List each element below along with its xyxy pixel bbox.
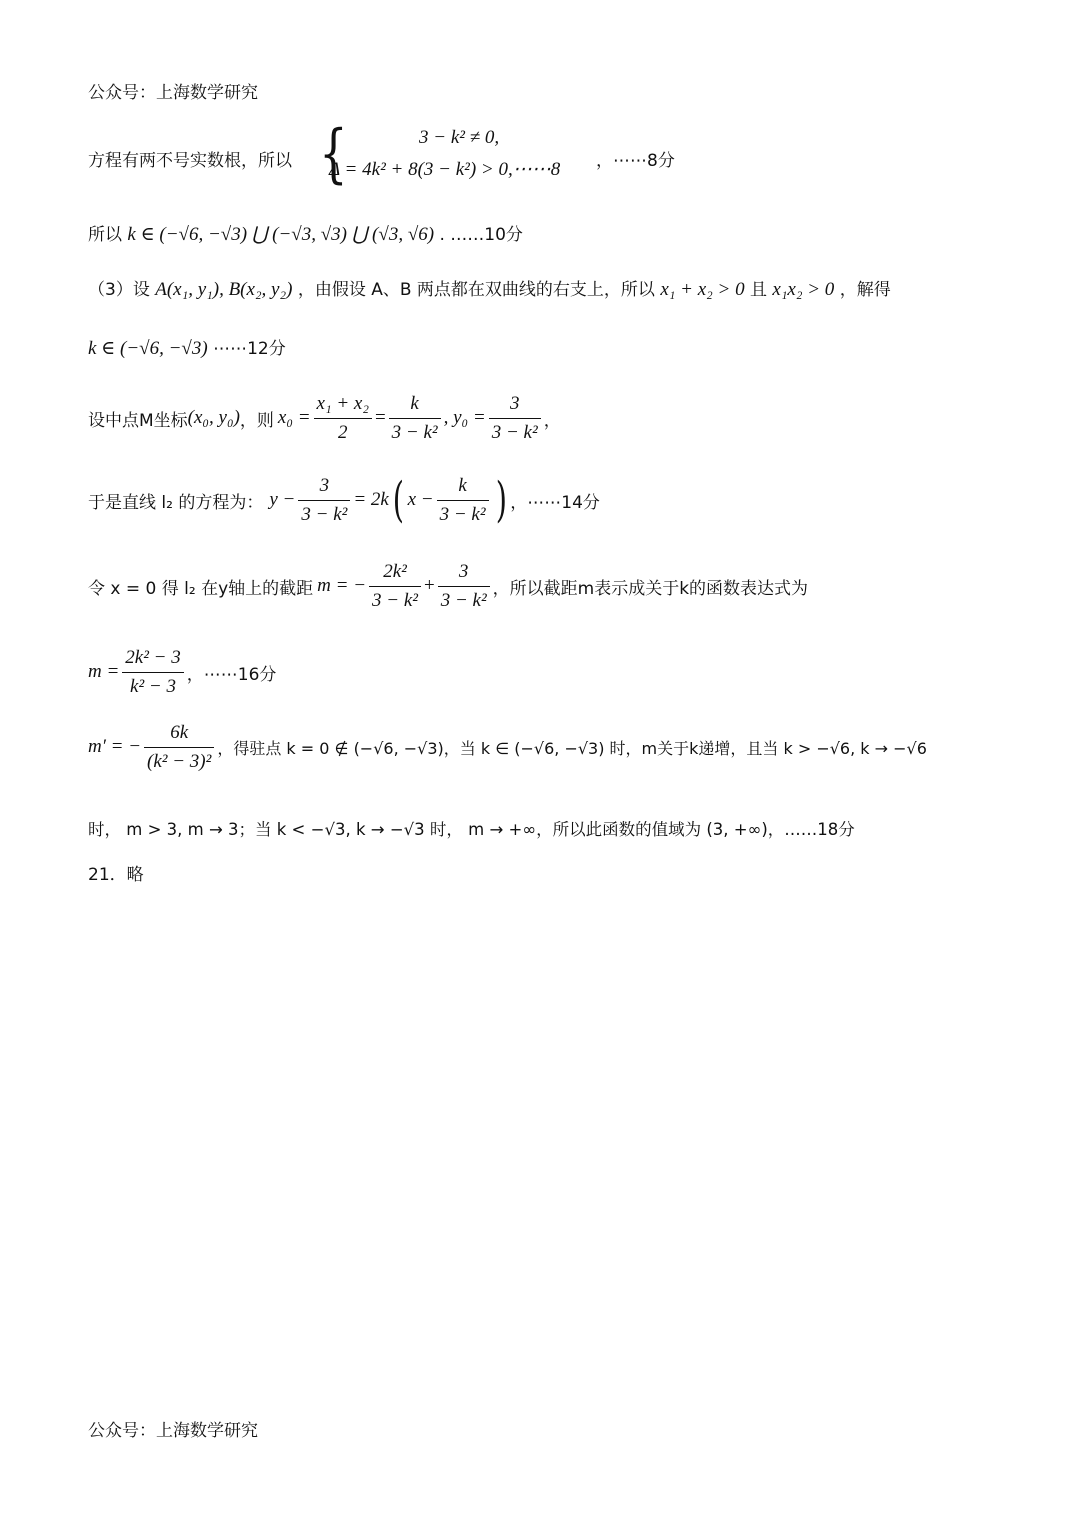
math-expression: (x₀, y₀): [187, 407, 240, 428]
numerator: x₁ + x₂: [314, 390, 372, 419]
numerator: 3: [438, 558, 490, 587]
text: ，则: [239, 410, 274, 431]
numerator: 3: [489, 390, 541, 419]
math-expression: A(x₁, y₁), B(x₂, y₂): [155, 279, 293, 300]
denominator: 3 − k²: [491, 421, 538, 443]
solution-line-value-range: 时， m > 3, m → 3；当 k < −√3, k → −√3 时， m → +∞，所以此函数的值域为 (3, +∞)，……18分: [88, 820, 855, 839]
solution-line-l2-equation: [88, 470, 1020, 530]
text: 令 x = 0 得 l₂ 在y轴上的截距: [88, 578, 314, 599]
page-footer: 公众号：上海数学研究: [88, 1421, 258, 1441]
fraction: [144, 719, 214, 776]
math-expression: x −: [407, 489, 434, 510]
text: 于是直线 l₂ 的方程为：: [88, 492, 264, 513]
fraction: [369, 558, 421, 615]
text: 所以: [88, 225, 122, 245]
numerator: k: [389, 390, 441, 419]
numerator: 2k² − 3: [122, 644, 183, 673]
solution-line-range: [88, 220, 1020, 246]
solution-line-discriminant: [88, 117, 1020, 194]
denominator: 3 − k²: [440, 589, 487, 611]
denominator: 3 − k²: [391, 421, 438, 443]
math-expression: m = −: [317, 575, 367, 596]
text: 且: [749, 280, 767, 300]
solution-line-part3: [88, 275, 1020, 301]
left-paren: (: [392, 472, 404, 528]
fraction: [122, 644, 183, 701]
text: ，得驻点 k = 0 ∉ (−√6, −√3)，当 k ∈ (−√6, −√3) 时，m关于k递增，且当 k > −√6, k → −√6: [217, 738, 927, 758]
math-expression: = 2k: [353, 489, 389, 510]
fraction: [437, 472, 489, 529]
fraction: [389, 390, 441, 447]
problem-21-answer: 21．略: [88, 865, 144, 885]
equation-system: [313, 117, 561, 191]
text: 方程有两不号实数根，所以: [88, 151, 292, 171]
math-expression: k ∈ (−√6, −√3): [88, 338, 208, 359]
denominator: 3 − k²: [301, 503, 348, 525]
text: ，解得: [839, 280, 891, 300]
text: ，所以截距m表示成关于k的函数表达式为: [492, 578, 809, 599]
math-expression: x₁ + x₂ > 0: [660, 279, 745, 300]
plus-sign: +: [423, 575, 435, 596]
denominator: 2: [337, 421, 348, 443]
math-expression: m′ = −: [88, 736, 142, 757]
text: ，: [543, 410, 561, 431]
numerator: 2k²: [369, 558, 421, 587]
fraction: [438, 558, 490, 615]
denominator: (k² − 3)²: [147, 750, 212, 772]
math-expression: y −: [269, 489, 296, 510]
system-row-1: 3 − k² ≠ 0,: [419, 127, 500, 148]
right-paren: ): [495, 472, 507, 528]
fraction: [298, 472, 350, 529]
math-expression: x₁x₂ > 0: [772, 279, 835, 300]
numerator: 6k: [144, 719, 214, 748]
solution-line-derivative: [88, 714, 1020, 780]
math-expression: x₀ =: [277, 407, 311, 428]
numerator: 3: [298, 472, 350, 501]
numerator: k: [437, 472, 489, 501]
math-expression: , y₀ =: [443, 407, 486, 428]
score-mark: ，⋯⋯14分: [510, 492, 600, 513]
equals-sign: =: [374, 407, 386, 428]
math-expression: m =: [88, 661, 120, 682]
text: 设中点M坐标: [88, 410, 188, 431]
left-brace: {: [319, 117, 348, 191]
solution-line-k-range: [88, 334, 1020, 360]
system-row-2: Δ = 4k² + 8(3 − k²) > 0,⋯⋯8: [329, 159, 561, 180]
solution-line-function: [88, 642, 1020, 702]
score-mark: ⋯⋯12分: [213, 339, 286, 359]
score-mark: ，⋯⋯16分: [186, 664, 277, 685]
denominator: 3 − k²: [439, 503, 486, 525]
page-header: 公众号：上海数学研究: [88, 83, 258, 103]
math-expression: k ∈ (−√6, −√3) ⋃ (−√3, √3) ⋃ (√3, √6): [127, 224, 435, 245]
score-mark: ，⋯⋯8分: [596, 151, 675, 171]
fraction: [489, 390, 541, 447]
solution-line-midpoint: [88, 388, 1020, 448]
denominator: k² − 3: [130, 675, 176, 697]
solution-line-intercept: [88, 556, 1020, 616]
denominator: 3 − k²: [372, 589, 418, 611]
score-mark: . ……10分: [439, 225, 523, 245]
text: （3）设: [88, 280, 150, 300]
fraction: [314, 390, 372, 447]
text: ，由假设 A、B 两点都在双曲线的右支上，所以: [297, 280, 655, 300]
